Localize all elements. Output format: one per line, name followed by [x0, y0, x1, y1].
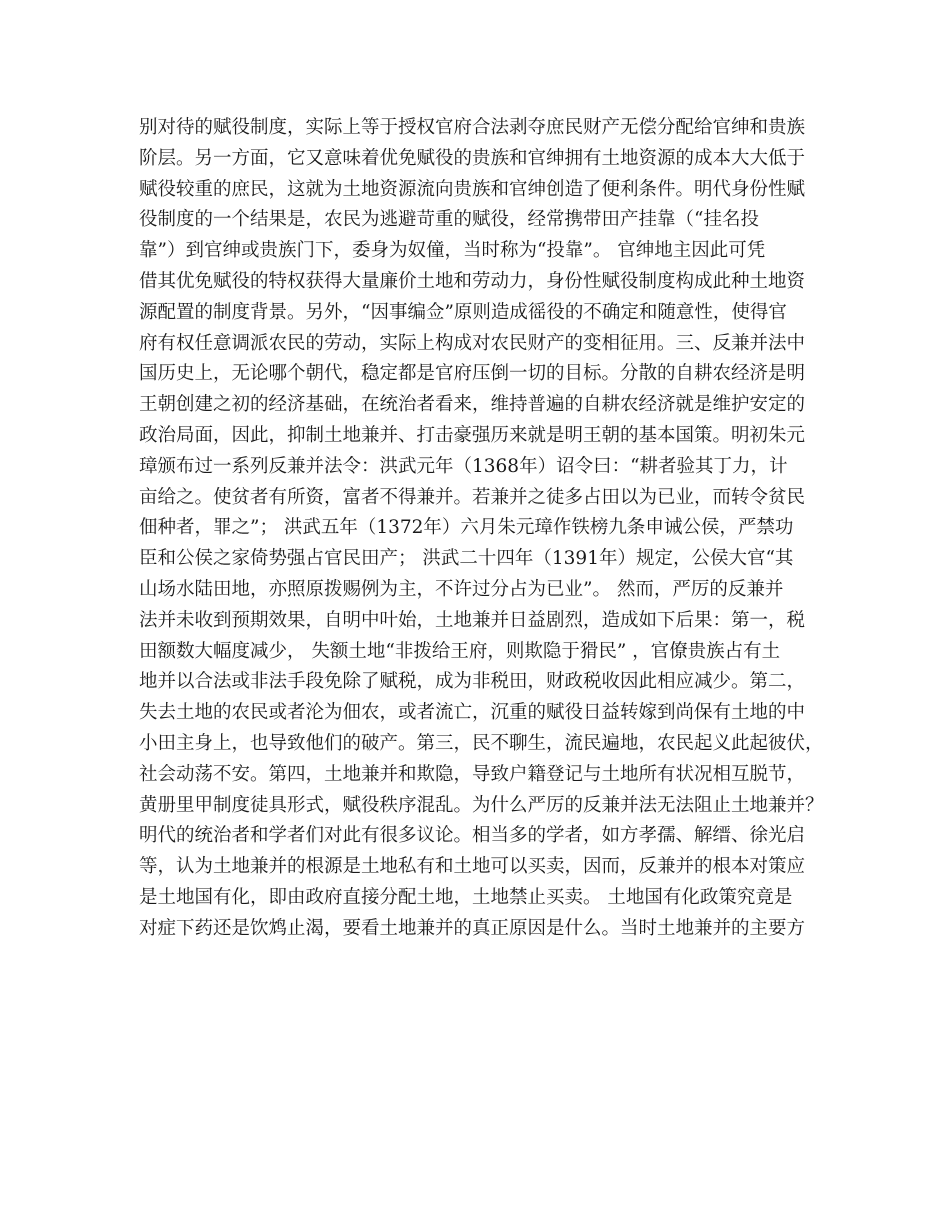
text-line: 山场水陆田地，亦照原拨赐例为主，不许过分占为已业”。 然而，严厉的反兼并	[139, 578, 784, 600]
text-line: 是土地国有化，即由政府直接分配土地，土地禁止买卖。 土地国有化政策究竟是	[139, 886, 793, 908]
body-text	[139, 113, 829, 945]
text-line: 佃种者，罪之”； 洪武五年（1372年）六月朱元璋作铁榜九条申诫公侯，严禁功	[139, 517, 794, 539]
text-line: 赋役较重的庶民，这就为土地资源流向贵族和官绅创造了便利条件。明代身份性赋	[139, 178, 806, 200]
text-line: 阶层。另一方面，它又意味着优免赋役的贵族和官绅拥有土地资源的成本大大低于	[139, 147, 806, 169]
text-line: 王朝创建之初的经济基础，在统治者看来，维持普遍的自耕农经济就是维护安定的	[139, 394, 806, 416]
text-line: 靠”）到官绅或贵族门下，委身为奴僮，当时称为“投靠”。 官绅地主因此可凭	[139, 240, 766, 262]
text-line: 役制度的一个结果是，农民为逃避苛重的赋役，经常携带田产挂靠（“挂名投	[139, 209, 759, 231]
text-line: 等，认为土地兼并的根源是土地私有和土地可以买卖，因而，反兼并的根本对策应	[139, 856, 806, 878]
text-line: 府有权任意调派农民的劳动，实际上构成对农民财产的变相征用。三、反兼并法中	[139, 332, 806, 354]
text-line: 失去土地的农民或者沦为佃农，或者流亡，沉重的赋役日益转嫁到尚保有土地的中	[139, 702, 806, 724]
text-line: 法并未收到预期效果，自明中叶始，土地兼并日益剧烈，造成如下后果：第一，税	[139, 609, 806, 631]
text-line: 对症下药还是饮鸩止渴，要看土地兼并的真正原因是什么。当时土地兼并的主要方	[139, 917, 806, 939]
text-line: 别对待的赋役制度，实际上等于授权官府合法剥夺庶民财产无偿分配给官绅和贵族	[139, 117, 806, 138]
text-line: 亩给之。使贫者有所资，富者不得兼并。若兼并之徒多占田以为已业，而转令贫民	[139, 486, 806, 508]
text-line: 黄册里甲制度徒具形式，赋役秩序混乱。为什么严厉的反兼并法无法阻止土地兼并？	[139, 794, 824, 816]
text-line: 地并以合法或非法手段免除了赋税，成为非税田，财政税收因此相应减少。第二，	[139, 671, 806, 693]
text-line: 璋颁布过一系列反兼并法令：洪武元年（1368年）诏令曰：“耕者验其丁力，计	[139, 455, 788, 477]
text-line: 政治局面，因此，抑制土地兼并、打击豪强历来就是明王朝的基本国策。明初朱元	[139, 424, 806, 446]
text-line: 明代的统治者和学者们对此有很多议论。相当多的学者，如方孝孺、解缙、徐光启	[139, 825, 806, 847]
text-line: 臣和公侯之家倚势强占官民田产； 洪武二十四年（1391年）规定，公侯大官“其	[139, 548, 794, 570]
text-line: 田额数大幅度减少， 失额土地“非拨给王府，则欺隐于猾民” ，官僚贵族占有土	[139, 640, 781, 662]
text-line: 社会动荡不安。第四，土地兼并和欺隐，导致户籍登记与土地所有状况相互脱节，	[139, 763, 806, 785]
text-line: 小田主身上，也导致他们的破产。第三，民不聊生，流民遍地，农民起义此起彼伏，	[139, 732, 824, 754]
text-line: 借其优免赋役的特权获得大量廉价土地和劳动力，身份性赋役制度构成此种土地资	[139, 270, 806, 292]
text-line: 源配置的制度背景。另外，“因事编佥”原则造成徭役的不确定和随意性，使得官	[139, 301, 787, 323]
text-line: 国历史上，无论哪个朝代，稳定都是官府压倒一切的目标。分散的自耕农经济是明	[139, 363, 806, 385]
